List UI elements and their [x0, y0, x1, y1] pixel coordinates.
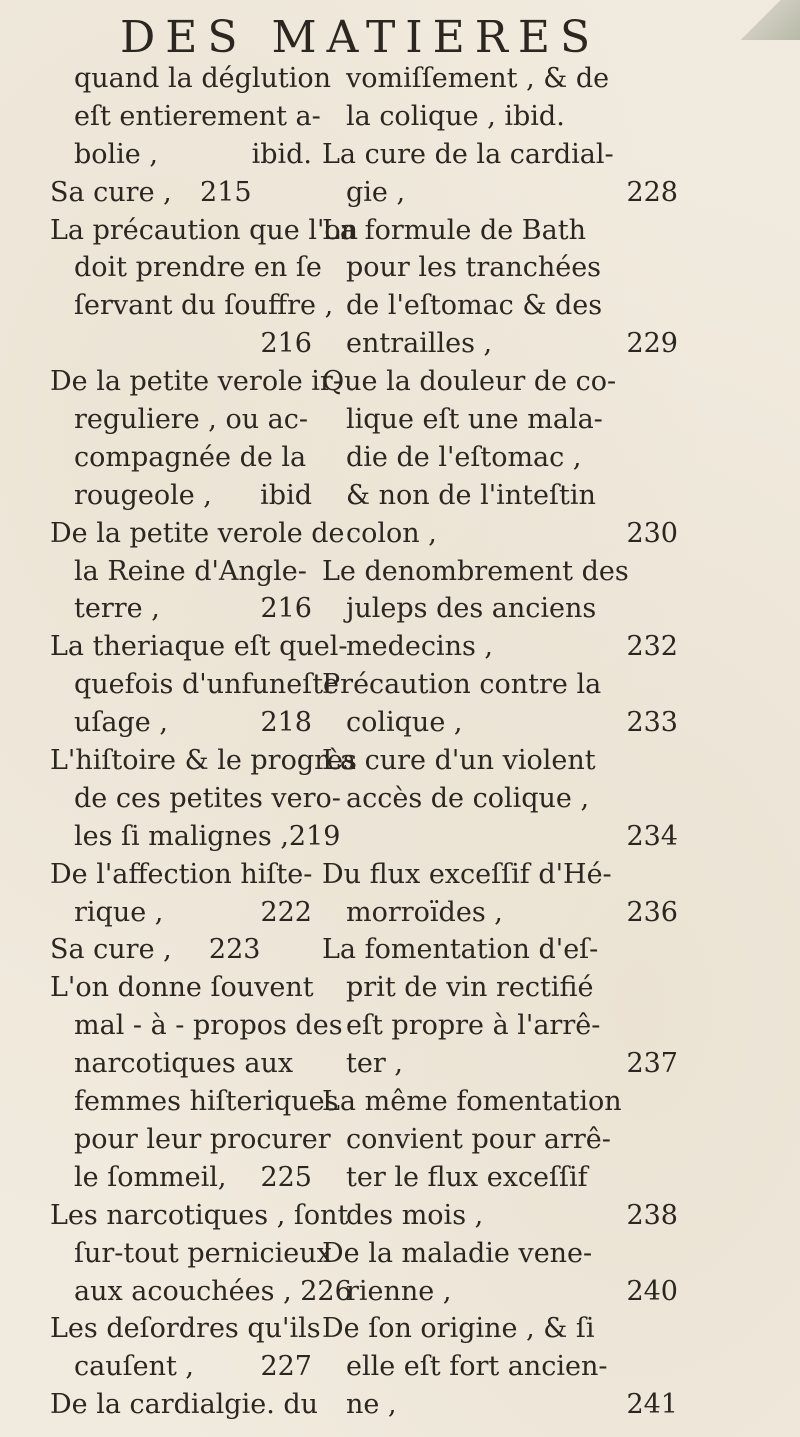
entry-text: cauſent ,	[74, 1351, 194, 1383]
entry-text: de ces petites vero-	[74, 782, 341, 814]
index-entry-line	[322, 98, 678, 136]
entry-text: Sa cure ,	[50, 934, 172, 966]
entry-text: ter le flux exceſſif	[346, 1161, 588, 1193]
index-entry-line	[50, 1310, 321, 1348]
page-number: 229	[626, 328, 678, 360]
entry-text: La theriaque eſt quel-	[50, 631, 348, 663]
entry-text: juleps des anciens	[346, 593, 597, 625]
index-entry-line	[322, 1273, 678, 1311]
entry-text: La fomentation d'eſ-	[322, 934, 599, 966]
index-entry-line	[322, 590, 678, 628]
index-entry-line	[50, 1083, 339, 1121]
entry-text: vomiſſement , & de	[346, 63, 610, 94]
entry-text: De la maladie vene-	[322, 1237, 593, 1269]
index-entry-line	[322, 856, 678, 894]
index-entry-line	[50, 894, 312, 932]
page-number: 238	[626, 1199, 678, 1231]
index-entry-line	[50, 212, 359, 250]
index-entry-line	[322, 401, 678, 439]
entry-text: La cure d'un violent	[322, 745, 596, 777]
entry-text: rique ,	[74, 896, 164, 928]
index-entry-line	[322, 249, 678, 287]
index-entry-line	[50, 666, 340, 704]
entry-text: entrailles ,	[346, 328, 493, 360]
page-number: 223	[208, 934, 261, 966]
entry-text: ter ,	[346, 1048, 403, 1080]
page-number: 232	[626, 631, 678, 663]
index-entry-line	[322, 1197, 678, 1235]
index-entry-line	[50, 818, 341, 856]
index-entry-line	[322, 742, 678, 780]
entry-text: la Reine d'Angle-	[74, 555, 307, 587]
entry-text: Sa cure ,	[50, 176, 172, 208]
entry-text: le ſommeil,	[74, 1161, 227, 1193]
index-entry-line	[50, 1045, 312, 1083]
index-entry-line	[322, 136, 678, 174]
index-entry-line	[50, 931, 312, 969]
index-entry-line	[50, 969, 312, 1007]
page-number: 230	[626, 517, 678, 549]
entry-text: compagnée de la	[74, 441, 307, 473]
entry-text: convient pour arrê-	[346, 1123, 611, 1155]
entry-text: Du flux exceſſif d'Hé-	[322, 858, 612, 890]
entry-text: bolie ,	[74, 138, 158, 170]
index-entry-line	[50, 98, 321, 136]
entry-text: morroïdes ,	[346, 896, 503, 928]
page-number: 227	[260, 1351, 312, 1383]
index-entry-line	[50, 1007, 343, 1045]
index-entry-line	[322, 1310, 678, 1348]
index-entry-line	[322, 174, 678, 212]
index-entry-line	[322, 780, 678, 818]
index-entry-line	[50, 553, 312, 591]
entry-text: pour leur procurer	[74, 1123, 331, 1155]
entry-text: des mois ,	[346, 1199, 484, 1231]
page-number: 228	[626, 176, 678, 208]
entry-text: L'hiſtoire & le progrès	[50, 745, 357, 777]
page-number: 237	[626, 1048, 678, 1080]
entry-text: prit de vin rectifié	[346, 972, 594, 1004]
entry-text: ſervant du ſouffre ,	[74, 290, 334, 322]
entry-text: Précaution contre la	[322, 669, 602, 701]
entry-text: colique ,	[346, 707, 463, 739]
index-entry-line	[322, 1083, 678, 1121]
page-number: 216	[260, 328, 312, 360]
index-entry-line	[50, 628, 348, 666]
entry-text: & non de l'inteſtin	[346, 479, 596, 511]
index-column-right	[322, 60, 678, 1424]
entry-text: de l'eſtomac & des	[346, 290, 603, 322]
entry-text: Le denombrement des	[322, 555, 629, 587]
index-entry-line	[322, 1045, 678, 1083]
index-entry-line	[322, 212, 678, 250]
index-entry-line	[50, 742, 357, 780]
entry-text: quand la déglution	[74, 63, 332, 94]
entry-text: femmes hiſteriques	[74, 1086, 339, 1118]
entry-text: terre ,	[74, 593, 160, 625]
index-entry-line	[322, 1235, 678, 1273]
page-number: 240	[626, 1275, 678, 1307]
index-entry-line	[50, 287, 334, 325]
entry-text: reguliere , ou ac-	[74, 404, 309, 436]
index-entry-line	[322, 363, 678, 401]
index-entry-line	[50, 1235, 332, 1273]
index-entry-line	[50, 325, 312, 363]
index-entry-line	[322, 666, 678, 704]
entry-text: Les deſordres qu'ils	[50, 1313, 321, 1345]
entry-text: La cure de la cardial-	[322, 138, 614, 170]
index-entry-line	[322, 818, 678, 856]
entry-text: rienne ,	[346, 1275, 452, 1307]
index-entry-line	[50, 1159, 312, 1197]
index-entry-line	[50, 174, 312, 212]
index-entry-line	[322, 1159, 678, 1197]
entry-text: aux acouchées , 226	[74, 1275, 352, 1307]
index-column-left	[50, 60, 359, 1424]
index-entry-line	[50, 439, 312, 477]
entry-text: quefois d'unfuneſte	[74, 669, 340, 701]
entry-text: De l'affection hiſte-	[50, 858, 313, 890]
index-entry-line	[50, 477, 312, 515]
index-entry-line	[50, 1273, 352, 1311]
index-entry-line	[322, 931, 678, 969]
entry-text: eſt entierement a-	[74, 100, 321, 132]
entry-text: Les narcotiques , ſont	[50, 1199, 349, 1231]
page-number: 216	[260, 593, 312, 625]
index-entry-line	[50, 249, 322, 287]
entry-text: ſur-tout pernicieux	[74, 1237, 332, 1269]
entry-text: elle eſt fort ancien-	[346, 1351, 608, 1383]
entry-text: lique eſt une mala-	[346, 404, 603, 436]
page-number: 233	[626, 707, 678, 739]
page-number: ibid.	[251, 138, 312, 170]
index-entry-line	[50, 780, 341, 818]
entry-text: pour les tranchées	[346, 252, 602, 284]
entry-text: Que la douleur de co-	[322, 366, 617, 398]
page-corner-damage	[740, 0, 800, 40]
index-entry-line	[322, 1348, 678, 1386]
entry-text: die de l'eſtomac ,	[346, 441, 582, 473]
page-number: 236	[626, 896, 678, 928]
index-entry-line	[322, 704, 678, 742]
entry-text: ne ,	[346, 1389, 397, 1421]
index-entry-line	[50, 590, 312, 628]
index-entry-line	[322, 325, 678, 363]
entry-text: De la petite verole ir-	[50, 366, 342, 398]
entry-text: uſage ,	[74, 707, 168, 739]
page-number: 215	[200, 176, 252, 208]
index-entry-line	[50, 1121, 331, 1159]
entry-text: De la cardialgie. du	[50, 1389, 319, 1421]
entry-text: medecins ,	[346, 631, 494, 663]
index-entry-line	[322, 894, 678, 932]
index-entry-line	[50, 401, 312, 439]
index-entry-line	[50, 1348, 312, 1386]
index-entry-line	[322, 1386, 678, 1424]
index-entry-line	[50, 136, 312, 174]
page-number: 241	[626, 1389, 678, 1421]
index-entry-line	[50, 363, 342, 401]
index-entry-line	[322, 969, 678, 1007]
entry-text: eſt propre à l'arrê-	[346, 1010, 601, 1042]
index-entry-line	[50, 515, 345, 553]
index-entry-line	[322, 1007, 678, 1045]
entry-text: L'on donne ſouvent	[50, 972, 314, 1004]
entry-text: La même fomentation	[322, 1086, 622, 1118]
index-entry-line	[322, 439, 678, 477]
entry-text: gie ,	[346, 176, 406, 208]
entry-text: narcotiques aux	[74, 1048, 294, 1080]
index-entry-line	[322, 628, 678, 666]
entry-text: La formule de Bath	[322, 214, 586, 246]
page-number: ibid	[260, 479, 312, 511]
index-entry-line	[322, 287, 678, 325]
page-number: 222	[260, 896, 312, 928]
index-entry-line	[50, 704, 312, 742]
page-number: 225	[260, 1161, 312, 1193]
index-entry-line	[50, 1386, 319, 1424]
index-entry-line	[50, 1197, 349, 1235]
entry-text: accès de colique ,	[346, 782, 590, 814]
entry-text: colon ,	[346, 517, 437, 549]
entry-text: rougeole ,	[74, 479, 212, 511]
running-header: DES MATIERES	[120, 12, 601, 63]
index-entry-line	[322, 553, 678, 591]
page-number: 234	[626, 820, 678, 852]
entry-text: doit prendre en ſe	[74, 252, 322, 284]
index-entry-line	[50, 856, 312, 894]
index-entry-line	[50, 60, 332, 98]
entry-text: mal - à - propos des	[74, 1010, 343, 1042]
entry-text: La précaution que l'on	[50, 214, 359, 246]
entry-text: les ſi malignes ,219	[74, 820, 341, 852]
entry-text: De la petite verole de	[50, 517, 345, 549]
index-entry-line	[322, 515, 678, 553]
page-number: 218	[260, 707, 312, 739]
entry-text: la colique , ibid.	[346, 100, 565, 132]
index-entry-line	[322, 1121, 678, 1159]
index-entry-line	[322, 477, 678, 515]
index-entry-line	[322, 60, 678, 98]
entry-text: De ſon origine , & ſi	[322, 1313, 595, 1345]
